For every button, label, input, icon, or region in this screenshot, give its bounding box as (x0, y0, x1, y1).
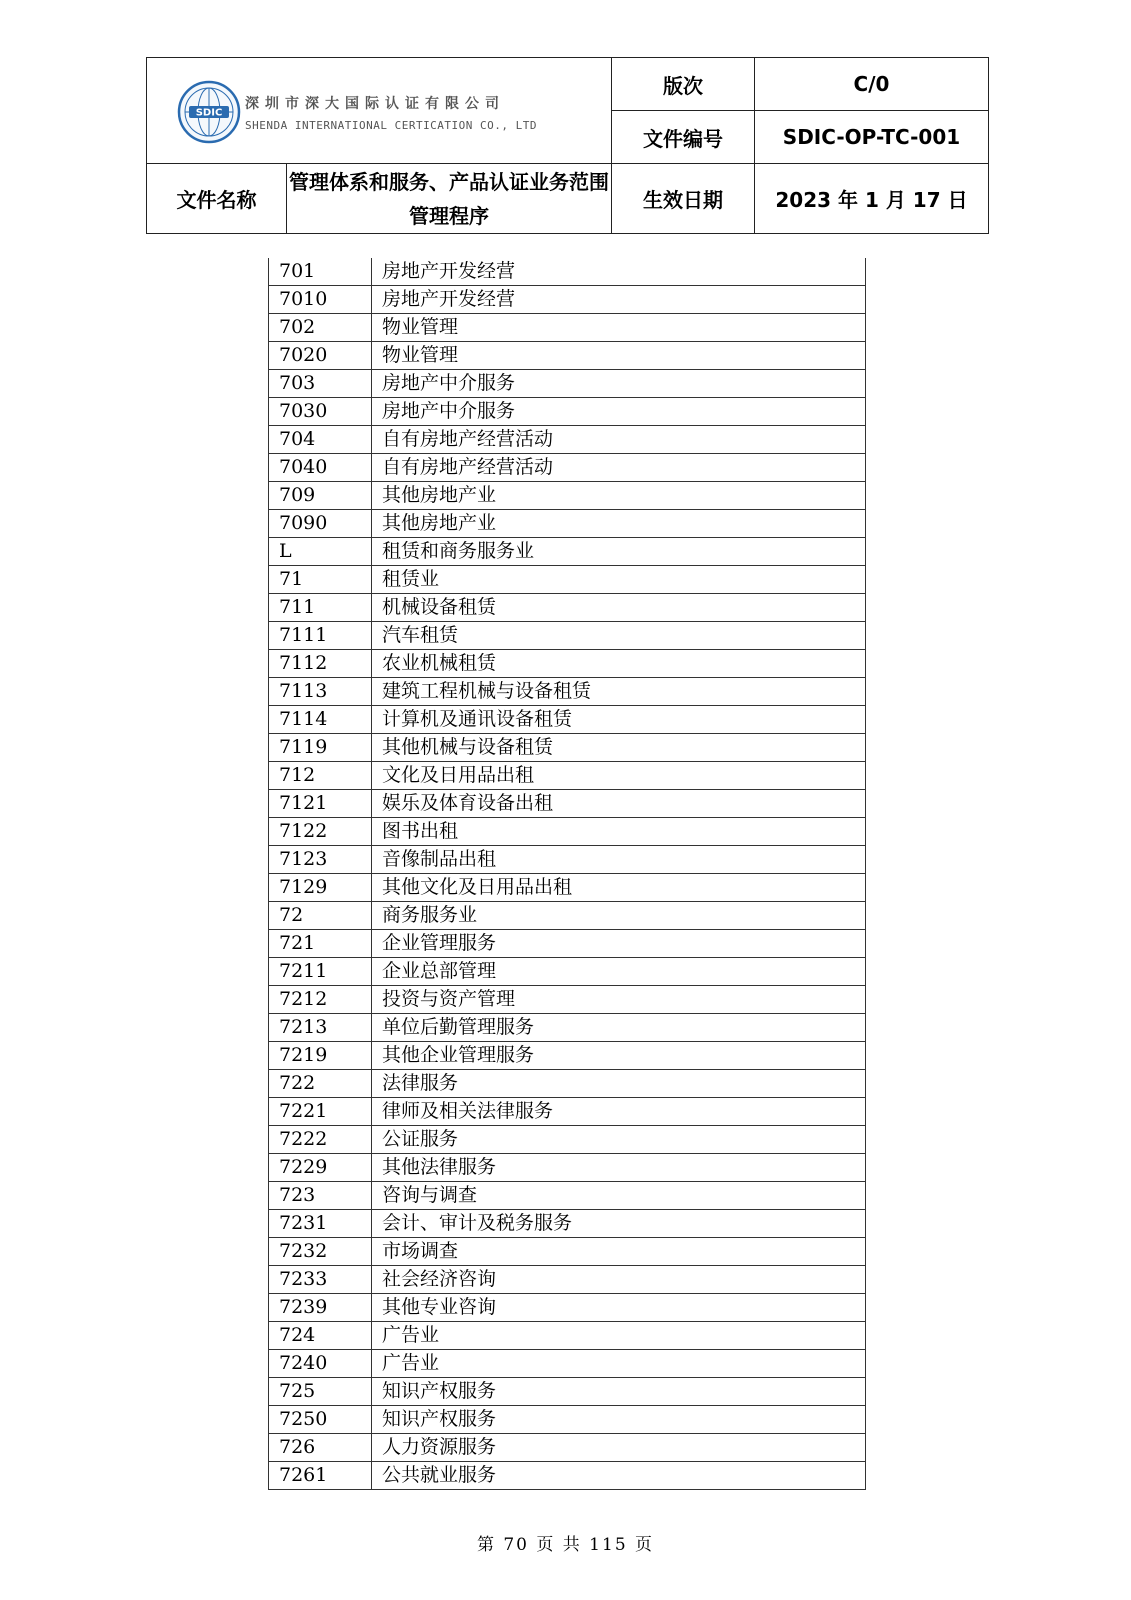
table-row (269, 986, 866, 1014)
industry-name: 商务服务业 (372, 902, 866, 930)
table-row (269, 538, 866, 566)
industry-code: L (269, 538, 372, 566)
industry-code: 7119 (269, 734, 372, 762)
industry-code: 7219 (269, 1042, 372, 1070)
table-row (269, 1266, 866, 1294)
table-row (269, 1154, 866, 1182)
industry-name: 娱乐及体育设备出租 (372, 790, 866, 818)
industry-code: 7240 (269, 1350, 372, 1378)
table-row (269, 1098, 866, 1126)
industry-code: 711 (269, 594, 372, 622)
table-row (269, 1462, 866, 1490)
industry-code: 7040 (269, 454, 372, 482)
industry-code: 704 (269, 426, 372, 454)
table-row (269, 1042, 866, 1070)
industry-name: 机械设备租赁 (372, 594, 866, 622)
industry-code: 7233 (269, 1266, 372, 1294)
doc-name-value: 管理体系和服务、产品认证业务范围管理程序 (287, 164, 612, 234)
industry-name: 物业管理 (372, 342, 866, 370)
industry-code: 721 (269, 930, 372, 958)
table-row (269, 1350, 866, 1378)
table-row (269, 1322, 866, 1350)
industry-name: 其他房地产业 (372, 482, 866, 510)
table-body (269, 258, 866, 1490)
industry-name: 其他机械与设备租赁 (372, 734, 866, 762)
industry-code: 7211 (269, 958, 372, 986)
industry-name: 农业机械租赁 (372, 650, 866, 678)
industry-name: 社会经济咨询 (372, 1266, 866, 1294)
logo-cell (147, 58, 612, 164)
industry-name: 音像制品出租 (372, 846, 866, 874)
industry-code: 712 (269, 762, 372, 790)
table-row (269, 930, 866, 958)
industry-name: 计算机及通讯设备租赁 (372, 706, 866, 734)
industry-name: 单位后勤管理服务 (372, 1014, 866, 1042)
industry-name: 投资与资产管理 (372, 986, 866, 1014)
industry-code: 72 (269, 902, 372, 930)
table-row (269, 1014, 866, 1042)
industry-name: 其他文化及日用品出租 (372, 874, 866, 902)
industry-name: 其他法律服务 (372, 1154, 866, 1182)
version-label: 版次 (612, 58, 755, 111)
industry-code: 7129 (269, 874, 372, 902)
industry-code: 722 (269, 1070, 372, 1098)
industry-code: 725 (269, 1378, 372, 1406)
industry-code: 7123 (269, 846, 372, 874)
industry-name: 法律服务 (372, 1070, 866, 1098)
industry-code: 7111 (269, 622, 372, 650)
industry-code: 702 (269, 314, 372, 342)
industry-name: 公共就业服务 (372, 1462, 866, 1490)
industry-name: 汽车租赁 (372, 622, 866, 650)
effective-date-value: 2023 年 1 月 17 日 (755, 164, 989, 234)
industry-code: 7222 (269, 1126, 372, 1154)
industry-code: 7090 (269, 510, 372, 538)
industry-name: 广告业 (372, 1350, 866, 1378)
industry-name: 公证服务 (372, 1126, 866, 1154)
industry-name: 文化及日用品出租 (372, 762, 866, 790)
industry-name: 自有房地产经营活动 (372, 426, 866, 454)
industry-code: 703 (269, 370, 372, 398)
industry-code: 7121 (269, 790, 372, 818)
industry-name: 咨询与调查 (372, 1182, 866, 1210)
industry-name: 自有房地产经营活动 (372, 454, 866, 482)
table-row (269, 622, 866, 650)
logo-text: SDIC (195, 107, 223, 119)
industry-code: 7229 (269, 1154, 372, 1182)
page-number: 第 70 页 共 115 页 (476, 1535, 655, 1555)
industry-name: 市场调查 (372, 1238, 866, 1266)
effective-date-label: 生效日期 (612, 164, 755, 234)
table-row (269, 258, 866, 286)
company-name-en: SHENDA INTERNATIONAL CERTICATION CO., LTD (245, 118, 538, 132)
industry-name: 会计、审计及税务服务 (372, 1210, 866, 1238)
doc-number-label: 文件编号 (612, 111, 755, 164)
industry-name: 其他企业管理服务 (372, 1042, 866, 1070)
industry-code: 701 (269, 258, 372, 286)
company-logo (177, 80, 537, 144)
industry-code: 724 (269, 1322, 372, 1350)
company-name-cn: 深圳市深大国际认证有限公司 (245, 95, 505, 112)
industry-code: 7122 (269, 818, 372, 846)
table-row (269, 286, 866, 314)
table-row (269, 566, 866, 594)
table-row (269, 902, 866, 930)
table-row (269, 342, 866, 370)
industry-name: 知识产权服务 (372, 1406, 866, 1434)
industry-code: 7112 (269, 650, 372, 678)
industry-name: 广告业 (372, 1322, 866, 1350)
table-row (269, 1238, 866, 1266)
industry-code: 7221 (269, 1098, 372, 1126)
industry-code-table (268, 258, 866, 1490)
table-row (269, 790, 866, 818)
table-row (269, 1294, 866, 1322)
industry-code: 7232 (269, 1238, 372, 1266)
version-value: C/0 (755, 58, 989, 111)
industry-name: 房地产开发经营 (372, 286, 866, 314)
table-row (269, 874, 866, 902)
industry-name: 企业总部管理 (372, 958, 866, 986)
industry-code: 7261 (269, 1462, 372, 1490)
industry-code: 7113 (269, 678, 372, 706)
table-row (269, 678, 866, 706)
table-row (269, 482, 866, 510)
table-row (269, 846, 866, 874)
industry-code: 7231 (269, 1210, 372, 1238)
industry-name: 房地产中介服务 (372, 370, 866, 398)
industry-name: 租赁和商务服务业 (372, 538, 866, 566)
industry-name: 人力资源服务 (372, 1434, 866, 1462)
table-row (269, 762, 866, 790)
industry-code: 7213 (269, 1014, 372, 1042)
table-row (269, 314, 866, 342)
doc-number-value: SDIC-OP-TC-001 (755, 111, 989, 164)
table-row (269, 398, 866, 426)
industry-name: 其他房地产业 (372, 510, 866, 538)
table-row (269, 734, 866, 762)
industry-name: 企业管理服务 (372, 930, 866, 958)
doc-name-label: 文件名称 (147, 164, 287, 234)
table-row (269, 426, 866, 454)
industry-name: 租赁业 (372, 566, 866, 594)
industry-code: 7030 (269, 398, 372, 426)
industry-code: 726 (269, 1434, 372, 1462)
industry-name: 律师及相关法律服务 (372, 1098, 866, 1126)
table-row (269, 1070, 866, 1098)
document-header (146, 57, 989, 234)
table-row (269, 510, 866, 538)
table-row (269, 958, 866, 986)
table-row (269, 650, 866, 678)
table-row (269, 454, 866, 482)
industry-code: 71 (269, 566, 372, 594)
industry-code: 709 (269, 482, 372, 510)
industry-name: 图书出租 (372, 818, 866, 846)
industry-name: 建筑工程机械与设备租赁 (372, 678, 866, 706)
table-row (269, 1182, 866, 1210)
table-row (269, 1378, 866, 1406)
industry-name: 房地产中介服务 (372, 398, 866, 426)
table-row (269, 1210, 866, 1238)
industry-code: 7020 (269, 342, 372, 370)
table-row (269, 594, 866, 622)
industry-code: 7239 (269, 1294, 372, 1322)
industry-name: 其他专业咨询 (372, 1294, 866, 1322)
table-row (269, 1126, 866, 1154)
industry-name: 物业管理 (372, 314, 866, 342)
industry-name: 房地产开发经营 (372, 258, 866, 286)
industry-code: 7250 (269, 1406, 372, 1434)
table-row (269, 818, 866, 846)
globe-logo-icon (177, 80, 241, 144)
industry-code: 7114 (269, 706, 372, 734)
table-row (269, 706, 866, 734)
industry-code: 723 (269, 1182, 372, 1210)
table-row (269, 370, 866, 398)
industry-code: 7010 (269, 286, 372, 314)
industry-name: 知识产权服务 (372, 1378, 866, 1406)
table-row (269, 1434, 866, 1462)
table-row (269, 1406, 866, 1434)
industry-code: 7212 (269, 986, 372, 1014)
